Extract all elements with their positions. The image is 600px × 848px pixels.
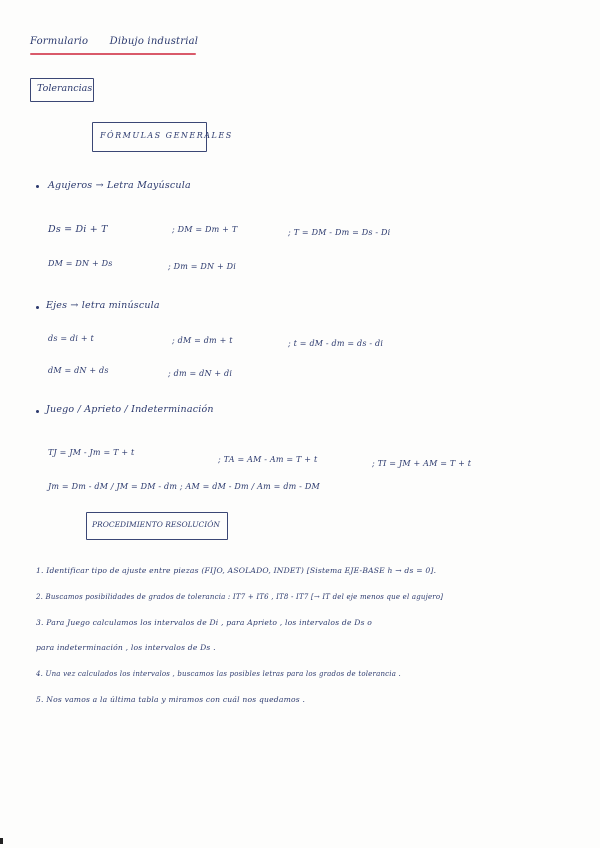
holes-formula-1a: Ds = Di + T xyxy=(48,224,108,235)
bullet-holes xyxy=(36,185,39,188)
shafts-formula-1a: ds = di + t xyxy=(48,334,94,343)
title-formulario: Formulario xyxy=(30,36,89,47)
shafts-formula-2b: ; dm = dN + di xyxy=(168,369,233,378)
section-label: Tolerancias xyxy=(37,83,93,94)
procedure-label: PROCEDIMIENTO RESOLUCIÓN xyxy=(92,520,220,529)
shafts-formula-2a: dM = dN + ds xyxy=(48,366,109,375)
step-3: 3. Para Juego calculamos los intervalos de Di , para Aprieto , los intervalos de Ds o xyxy=(36,618,373,627)
step-4: 4. Una vez calculados los intervalos , buscamos las posibles letras para los grados de tolerancia . xyxy=(36,670,401,678)
fits-formula-2: Jm = Dm - dM / JM = DM - dm ; AM = dM - Dm / Am = dm - DM xyxy=(48,482,320,491)
holes-heading: Agujeros → Letra Mayúscula xyxy=(48,180,191,191)
document-title xyxy=(30,36,216,47)
bullet-fits xyxy=(36,410,39,413)
shafts-formula-1b: ; dM = dm + t xyxy=(172,336,233,345)
fits-formula-1c: ; TI = JM + AM = T + t xyxy=(372,459,472,468)
holes-formula-1c: ; T = DM - Dm = Ds - Di xyxy=(288,228,391,237)
general-formulas-label: FÓRMULAS GENERALES xyxy=(100,131,233,140)
step-5: 5. Nos vamos a la última tabla y miramos con cuál nos quedamos . xyxy=(36,695,306,704)
fits-formula-1a: TJ = JM - Jm = T + t xyxy=(48,448,135,457)
step-1: 1. Identificar tipo de ajuste entre piezas (FIJO, ASOLADO, INDET) [Sistema EJE-BASE h → ds = 0]. xyxy=(36,566,437,575)
shafts-formula-1c: ; t = dM - dm = ds - di xyxy=(288,339,384,348)
holes-formula-2a: DM = DN + Ds xyxy=(48,259,113,268)
page-edge-mark xyxy=(0,838,3,844)
fits-heading: Juego / Aprieto / Indeterminación xyxy=(46,404,214,415)
step-2: 2. Buscamos posibilidades de grados de tolerancia : IT7 + IT6 , IT8 - IT7 [→ IT del eje menos que el agujero] xyxy=(36,593,444,601)
title-underline xyxy=(30,53,196,55)
title-dibujo-industrial: Dibujo industrial xyxy=(109,36,199,47)
step-3-continued: para indeterminación , los intervalos de Ds . xyxy=(36,643,216,652)
shafts-heading: Ejes → letra minúscula xyxy=(46,300,160,311)
fits-formula-1b: ; TA = AM - Am = T + t xyxy=(218,455,318,464)
bullet-shafts xyxy=(36,306,39,309)
holes-formula-1b: ; DM = Dm + T xyxy=(172,225,238,234)
holes-formula-2b: ; Dm = DN + Di xyxy=(168,262,237,271)
